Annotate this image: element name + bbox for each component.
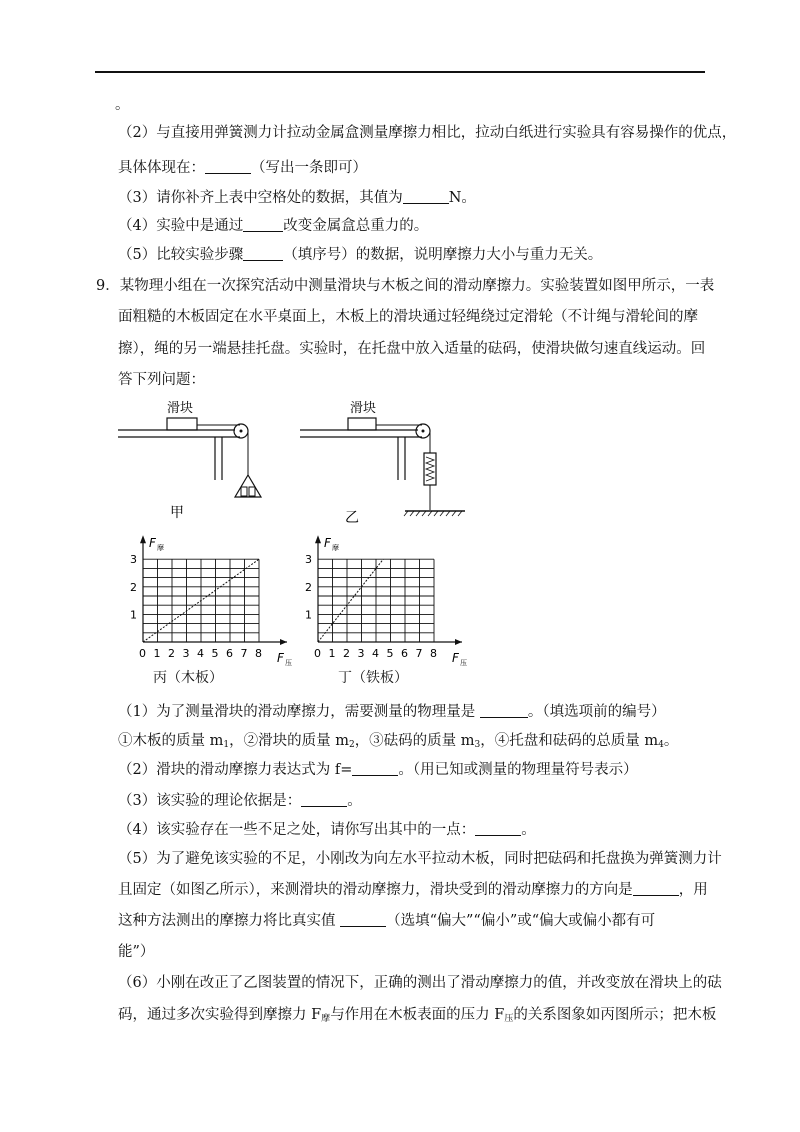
answer-blank[interactable] — [340, 912, 386, 927]
answer-blank[interactable] — [403, 189, 449, 204]
chart-ding — [290, 525, 480, 670]
y-tick-label: 3 — [130, 553, 137, 567]
a1: （1）为了测量滑块的滑动摩擦力，需要测量的物理量是 。（填选项前的编号） — [118, 704, 666, 720]
x-tick-label: 5 — [211, 647, 219, 660]
jia-caption: 甲 — [170, 505, 184, 520]
answer-blank[interactable] — [205, 159, 251, 174]
x-tick-label: 4 — [372, 647, 379, 660]
answer-blank[interactable] — [633, 881, 679, 896]
answer-blank[interactable] — [301, 792, 347, 807]
answer-blank[interactable] — [352, 761, 398, 776]
q9-line3: 擦），绳的另一端悬挂托盘。实验时，在托盘中放入适量的砝码，使滑块做匀速直线运动。回 — [118, 341, 706, 357]
x-tick-label: 5 — [386, 647, 394, 660]
prev-q2-line1: （2）与直接用弹簧测力计拉动金属盒测量摩擦力相比，拉动白纸进行实验具有容易操作的优点， — [118, 125, 737, 141]
jia-block-label: 滑块 — [167, 401, 194, 416]
answer-blank[interactable] — [243, 246, 283, 261]
prev-q5: （5）比较实验步骤 （填序号）的数据，说明摩擦力大小与重力无关。 — [118, 247, 603, 263]
y-axis-label: F — [324, 536, 331, 551]
prev-q2-line2: 具体体现在： （写出一条即可） — [118, 160, 367, 176]
spring-coil — [426, 457, 434, 481]
figure-jia — [110, 395, 280, 520]
y-tick-label: 3 — [305, 553, 312, 567]
yi-pulley-axle — [422, 430, 425, 433]
y-tick-label: 2 — [305, 580, 312, 594]
x-axis-label: F — [277, 651, 284, 665]
jia-slider-block — [167, 418, 197, 430]
x-tick-label: 2 — [343, 647, 350, 660]
x-tick-label: 4 — [197, 647, 204, 660]
answer-blank[interactable] — [243, 217, 283, 232]
x-tick-label: 1 — [153, 647, 161, 660]
yi-block-label: 滑块 — [350, 401, 377, 416]
q9-line1: 9．某物理小组在一次探究活动中测量滑块与木板之间的滑动摩擦力。实验装置如图甲所示，一表 — [96, 278, 715, 294]
ding-caption: 丁（铁板） — [338, 670, 408, 686]
y-axis-label-sub: 摩 — [157, 544, 164, 553]
x-axis-arrow-icon — [455, 639, 462, 645]
a2: （2）滑块的滑动摩擦力表达式为 f= 。（用已知或测量的物理量符号表示） — [118, 762, 638, 778]
y-axis-arrow-icon — [140, 535, 146, 543]
jia-weight-icon — [249, 487, 255, 496]
y-tick-label: 1 — [130, 608, 137, 622]
header-rule — [95, 71, 705, 73]
a1-options: ①木板的质量 $m_1$，②滑块的质量 $m_2$，③砝码的质量 $m_3$，④托盘和砝码的总质量 $m_4$。 — [118, 733, 679, 750]
x-axis-label-sub: 压 — [460, 659, 467, 667]
top-fragment: 。 — [115, 97, 130, 113]
a5-line4: 能”） — [118, 944, 155, 960]
x-tick-label: 6 — [226, 647, 233, 660]
q9-line2: 面粗糙的木板固定在水平桌面上，木板上的滑块通过轻绳绕过定滑轮（不计绳与滑轮间的摩 — [118, 309, 698, 325]
x-tick-label: 8 — [430, 647, 437, 660]
a3: （3）该实验的理论依据是： 。 — [118, 793, 362, 809]
jia-tray-icon — [235, 475, 261, 497]
answer-blank[interactable] — [480, 703, 528, 718]
x-tick-label: 0 — [314, 647, 321, 660]
x-tick-label: 6 — [401, 647, 408, 660]
a4: （4）该实验存在一些不足之处，请你写出其中的一点： 。 — [118, 822, 536, 838]
x-tick-label: 2 — [168, 647, 175, 660]
figure-yi — [290, 395, 470, 525]
a5-line2: 且固定（如图乙所示），来测滑块的滑动摩擦力，滑块受到的滑动摩擦力的方向是 ，用 — [118, 882, 708, 898]
prev-q3: （3）请你补齐上表中空格处的数据，其值为 N。 — [118, 190, 476, 206]
y-tick-label: 1 — [305, 608, 312, 622]
jia-pulley-axle — [240, 430, 243, 433]
x-tick-label: 7 — [415, 647, 423, 660]
y-axis-label: F — [149, 536, 156, 551]
x-tick-label: 3 — [182, 647, 190, 660]
x-tick-label: 8 — [255, 647, 262, 660]
yi-slider-block — [348, 418, 376, 430]
a5-line1: （5）为了避免该实验的不足，小刚改为向左水平拉动木板，同时把砝码和托盘换为弹簧测力计 — [118, 851, 722, 867]
x-tick-label: 3 — [357, 647, 365, 660]
answer-blank[interactable] — [475, 821, 521, 836]
jia-weight-icon — [241, 487, 247, 496]
prev-q4: （4）实验中是通过 改变金属盒总重力的。 — [118, 218, 429, 234]
x-axis-label-sub: 压 — [285, 659, 292, 667]
x-axis-label: F — [452, 651, 459, 665]
x-axis-arrow-icon — [280, 639, 287, 645]
y-axis-arrow-icon — [315, 535, 321, 543]
bing-caption: 丙（木板） — [153, 670, 223, 686]
chart-bing — [115, 525, 305, 670]
x-tick-label: 0 — [139, 647, 146, 660]
y-axis-label-sub: 摩 — [332, 544, 339, 553]
y-tick-label: 2 — [130, 580, 137, 594]
yi-caption: 乙 — [345, 510, 359, 525]
a6-line2: 码，通过多次实验得到摩擦力 $F_摩$与作用在木板表面的压力 $F_压$的关系图象如丙图所示；把木板 — [118, 1007, 717, 1024]
x-tick-label: 1 — [328, 647, 336, 660]
a5-line3: 这种方法测出的摩擦力将比真实值 （选填“偏大”“偏小”或“偏大或偏小都有可 — [118, 913, 656, 929]
q9-line4: 答下列问题： — [118, 372, 205, 388]
ground-hatch — [404, 511, 462, 516]
x-tick-label: 7 — [240, 647, 248, 660]
a6-line1: （6）小刚在改正了乙图装置的情况下，正确的测出了滑动摩擦力的值，并改变放在滑块上的砝 — [118, 975, 722, 991]
